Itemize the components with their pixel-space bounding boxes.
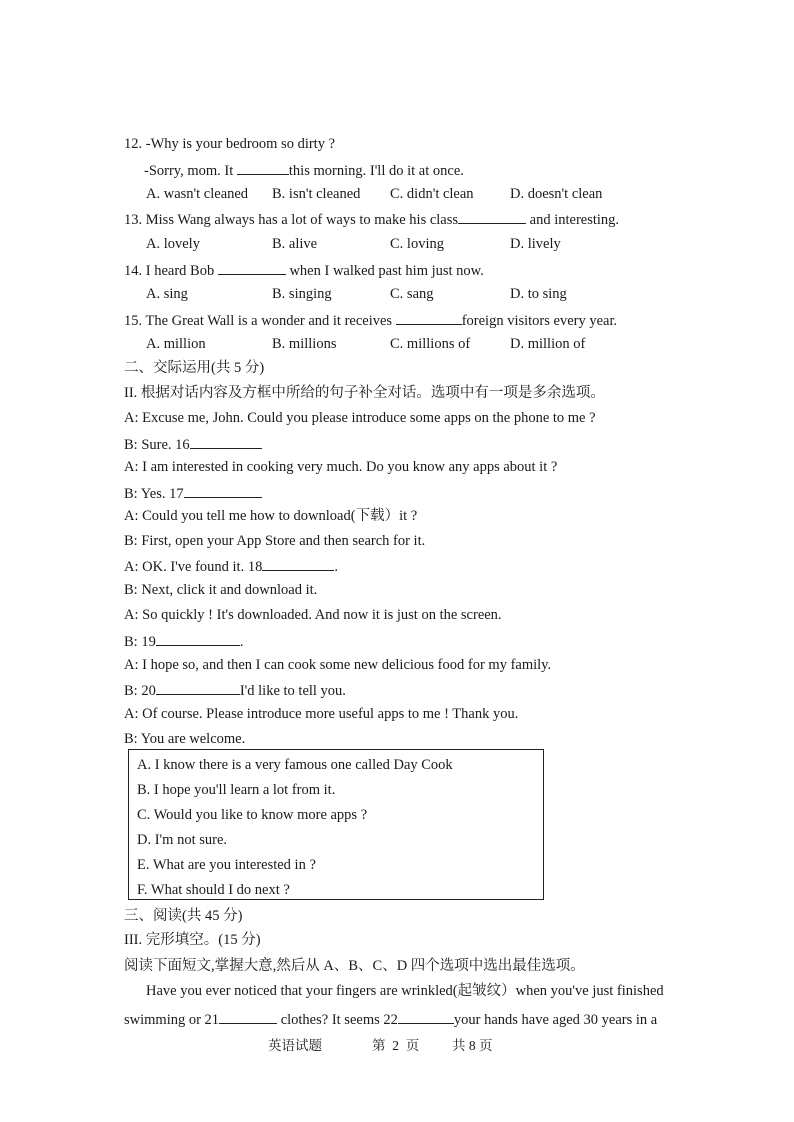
dialogue-line: B: Yes. 17	[124, 483, 262, 503]
q15-option-b: B. millions	[272, 336, 337, 352]
blank-16	[190, 434, 262, 449]
dialogue-line: A: Excuse me, John. Could you please introduce some apps on the phone to me ?	[124, 410, 596, 426]
blank-20	[156, 680, 240, 695]
dialogue-line: B: You are welcome.	[124, 731, 246, 747]
blank	[218, 260, 286, 275]
box-option-f: F. What should I do next ?	[137, 882, 290, 898]
blank-22	[398, 1009, 454, 1024]
box-option-c: C. Would you like to know more apps ?	[137, 807, 368, 823]
q14-option-b: B. singing	[272, 286, 332, 302]
dialogue-line: A: So quickly ! It's downloaded. And now it is just on the screen.	[124, 607, 502, 623]
q12-reply: -Sorry, mom. It this morning. I'll do it at once.	[144, 160, 464, 180]
q12-option-a: A. wasn't cleaned	[146, 186, 249, 202]
q12-option-d: D. doesn't clean	[510, 186, 603, 202]
q12-option-c: C. didn't clean	[390, 186, 474, 202]
blank-19	[156, 631, 240, 646]
dialogue-line: B: Sure. 16	[124, 434, 262, 454]
section2-heading: 二、交际运用(共 5 分)	[124, 360, 265, 376]
q12-option-b: B. isn't cleaned	[272, 186, 361, 202]
q15-option-c: C. millions of	[390, 336, 471, 352]
box-option-d: D. I'm not sure.	[137, 832, 228, 848]
box-option-a: A. I know there is a very famous one called Day Cook	[137, 757, 453, 773]
dialogue-line: A: I hope so, and then I can cook some new delicious food for my family.	[124, 657, 552, 673]
q12-stem: 12. -Why is your bedroom so dirty ?	[124, 136, 336, 152]
q13-option-c: C. loving	[390, 236, 444, 252]
box-option-e: E. What are you interested in ?	[137, 857, 316, 873]
blank	[458, 209, 526, 224]
dialogue-line: A: Of course. Please introduce more useful apps to me ! Thank you.	[124, 706, 519, 722]
q14-option-d: D. to sing	[510, 286, 567, 302]
dialogue-line: B: First, open your App Store and then search for it.	[124, 533, 426, 549]
blank-21	[219, 1009, 277, 1024]
dialogue-line: A: I am interested in cooking very much. Do you know any apps about it ?	[124, 459, 558, 475]
q13-stem: 13. Miss Wang always has a lot of ways to make his class and interesting.	[124, 209, 619, 229]
dialogue-line: A: OK. I've found it. 18 .	[124, 556, 338, 576]
q15-option-a: A. million	[146, 336, 206, 352]
section3-instruction: 阅读下面短文,掌握大意,然后从 A、B、C、D 四个选项中选出最佳选项。	[124, 958, 585, 974]
q15-stem: 15. The Great Wall is a wonder and it receives foreign visitors every year.	[124, 310, 617, 330]
q14-option-c: C. sang	[390, 286, 434, 302]
q13-option-a: A. lovely	[146, 236, 200, 252]
footer-subject: 英语试题	[268, 1038, 322, 1053]
passage-line-1: Have you ever noticed that your fingers are wrinkled(起皱纹）when you've just finished	[146, 983, 664, 999]
footer-page-number: 第 2 页	[372, 1038, 420, 1053]
blank-17	[184, 483, 262, 498]
section3-heading: 三、阅读(共 45 分)	[124, 908, 243, 924]
blank-18	[262, 556, 334, 571]
dialogue-line: B: 20 I'd like to tell you.	[124, 680, 346, 700]
section3-subheading: III. 完形填空。(15 分)	[124, 932, 261, 948]
q15-option-d: D. million of	[510, 336, 586, 352]
q14-stem: 14. I heard Bob when I walked past him just now.	[124, 260, 484, 280]
dialogue-line: A: Could you tell me how to download(下载）it ?	[124, 508, 418, 524]
section2-instruction: II. 根据对话内容及方框中所给的句子补全对话。选项中有一项是多余选项。	[124, 385, 605, 401]
q14-option-a: A. sing	[146, 286, 188, 302]
footer-total-pages: 共 8 页	[452, 1038, 493, 1053]
options-box	[128, 749, 544, 900]
passage-line-2: swimming or 21 clothes? It seems 22 your hands have aged 30 years in a	[124, 1009, 657, 1029]
dialogue-line: B: 19 .	[124, 631, 243, 651]
dialogue-line: B: Next, click it and download it.	[124, 582, 318, 598]
box-option-b: B. I hope you'll learn a lot from it.	[137, 782, 336, 798]
q13-option-d: D. lively	[510, 236, 561, 252]
blank	[396, 310, 462, 325]
blank	[237, 160, 289, 175]
q13-option-b: B. alive	[272, 236, 318, 252]
